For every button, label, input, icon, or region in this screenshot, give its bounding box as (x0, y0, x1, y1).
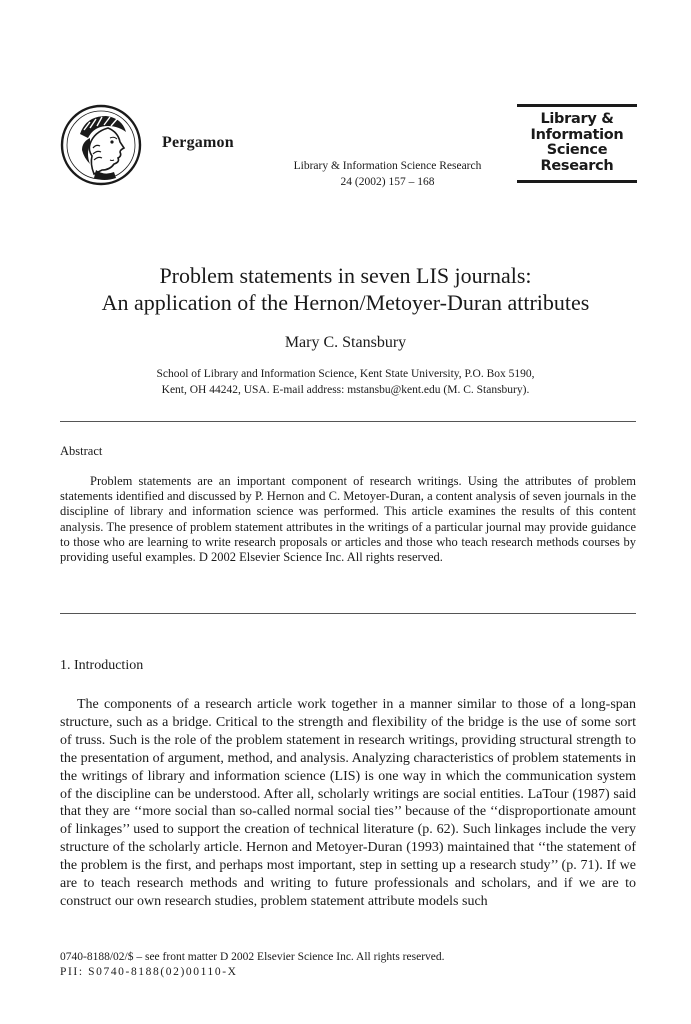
publisher-name: Pergamon (162, 134, 234, 151)
logo-line-1: Library & (540, 111, 614, 127)
affiliation-line-2: Kent, OH 44242, USA. E-mail address: mstansbu@kent.edu (M. C. Stansbury). (161, 384, 530, 396)
section-heading-introduction: 1. Introduction (60, 658, 144, 673)
journal-logo-text (517, 112, 637, 174)
title-line-1: Problem statements in seven LIS journals: (159, 263, 532, 288)
abstract-heading: Abstract (60, 444, 103, 458)
journal-volume-pages: 24 (2002) 157 – 168 (340, 176, 435, 188)
introduction-text: The components of a research article work together in a manner similar to those of a long-span structure, such as a bridge. Critical to the strength and flexibility of the bridge is the use of some sort of truss. Such is the role of the problem statement in research writings, providing structural strength to the presentation of argument, method, and analysis. Analyzing characteristics of problem statements in the writings of library and information science (LIS) is one way in which the communication system of the discipline can be understood. After all, scholarly writings are social entities. LaTour (1987) said that they are ‘‘more social than so-called normal social ties’’ because of the ‘‘disproportionate amount of linkages’’ used to support the creation of technical literature (p. 62). Such linkages include the very structure of the scholarly article. Hernon and Metoyer-Duran (1993) maintained that ‘‘the statement of the problem is the first, and perhaps most important, step in setting up a research study’’ (p. 71). If we are to teach research methods and writing to future professionals and scholars, and if we are to construct our own research studies, problem statement attribute models such (60, 697, 636, 909)
copyright-footer (60, 950, 445, 980)
author-affiliation (30, 366, 661, 398)
journal-citation (250, 158, 525, 190)
affiliation-line-1: School of Library and Information Science, Kent State University, P.O. Box 5190, (156, 368, 535, 380)
abstract-text: Problem statements are an important component of research writings. Using the attributes of problem statements identified and discussed by P. Hernon and C. Metoyer-Duran, a content analysis of seven journals in the discipline of library and information science was performed. This article examines the results of this content analysis. The presence of problem statement attributes in the writings of a particular journal may provide guidance to those who are learning to write research proposals or articles and those who teach research methods courses by providing useful examples. D 2002 Elsevier Science Inc. All rights reserved. (60, 474, 636, 565)
pergamon-athena-medallion-icon (60, 104, 142, 186)
logo-rule-bottom (517, 180, 637, 183)
logo-line-4: Research (540, 157, 614, 174)
logo-line-3: Science (546, 142, 608, 158)
pii-identifier: PII: S0740-8188(02)00110-X (60, 966, 238, 978)
journal-name: Library & Information Science Research (293, 160, 482, 172)
article-title (30, 262, 661, 316)
author-name: Mary C. Stansbury (284, 334, 407, 351)
logo-rule-top (517, 104, 637, 107)
title-line-2: An application of the Hernon/Metoyer-Duran attributes (101, 290, 590, 315)
journal-logo (517, 104, 637, 184)
divider-top (60, 421, 636, 422)
divider-bottom (60, 613, 636, 614)
logo-line-2: Information (530, 126, 624, 143)
front-matter-note: 0740-8188/02/$ – see front matter D 2002 Elsevier Science Inc. All rights reserved. (60, 951, 445, 963)
